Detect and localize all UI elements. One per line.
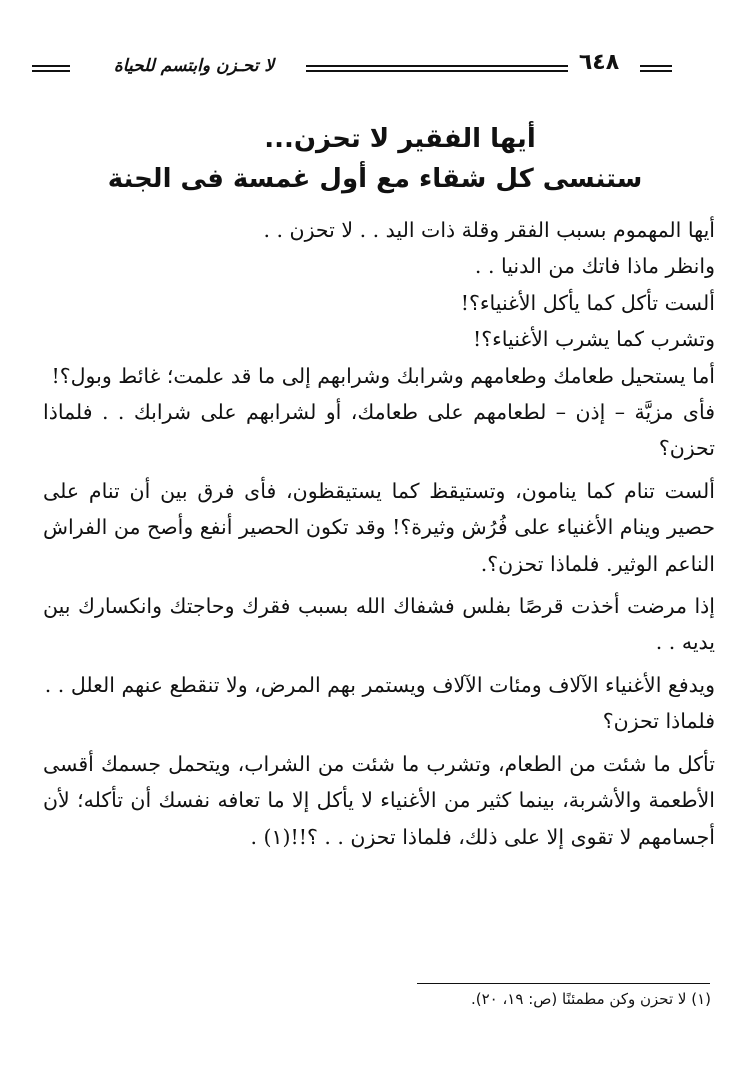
paragraph: أما يستحيل طعامك وطعامهم وشرابك وشرابهم إلى ما قد علمت؛ غائط وبول؟! — [51, 363, 715, 388]
footnote: (١) لا تحزن وكن مطمئنًا (ص: ١٩، ٢٠). — [470, 990, 711, 1008]
body-text — [43, 212, 715, 855]
paragraph: ويدفع الأغنياء الآلاف ومئات الآلاف ويستمر بهم المرض، ولا تنقطع عنهم العلل . . — [44, 672, 715, 697]
header-rule-middle — [306, 65, 568, 72]
paragraph: ألست تأكل كما يأكل الأغنياء؟! — [460, 290, 715, 315]
paragraph: أيها المهموم بسبب الفقر وقلة ذات اليد . . لا تحزن . . — [263, 218, 715, 242]
paragraph: تأكل ما شئت من الطعام، وتشرب ما شئت من الشراب، ويتحمل جسمك أقسى الأطعمة والأشربة، بينما كثير من الأغنياء لا يأكل إلا ما تعافه نفسك أن تأكله؛ لأن أجسامهم لا تقوى إلا على ذلك، فلماذا تحزن . . ؟!!(١) . — [43, 751, 715, 849]
section-title-line-2: ستنسى كل شقاء مع أول غمسة فى الجنة — [107, 164, 643, 194]
paragraph: فأى مزيَّة – إذن – لطعامهم على طعامك، أو لشرابهم على شرابك . . فلماذا تحزن؟ — [43, 400, 715, 461]
paragraph: إذا مرضت أخذت قرصًا بفلس فشفاك الله بسبب فقرك وحاجتك وانكسارك بين يديه . . — [43, 594, 715, 655]
paragraph: وتشرب كما يشرب الأغنياء؟! — [473, 327, 715, 352]
paragraph: ألست تنام كما ينامون، وتستيقظ كما يستيقظون، فأى فرق بين أن تنام على حصير وينام الأغنياء على فُرُش وثيرة؟! وقد تكون الحصير أنفع وأصح من الفراش الناعم الوثير. فلماذا تحزن؟. — [43, 478, 715, 576]
header-rule-left — [32, 65, 70, 72]
footnote-divider — [417, 983, 710, 984]
paragraph: فلماذا تحزن؟ — [602, 709, 715, 734]
section-title-line-1: أيها الفقير لا تحزن... — [264, 124, 536, 154]
page-number: ٦٤٨ — [578, 50, 620, 75]
paragraph: وانظر ماذا فاتك من الدنيا . . — [474, 254, 715, 279]
running-header — [28, 52, 728, 88]
book-title: لا تحـزن وابتسم للحياة — [113, 56, 275, 76]
header-rule-right — [640, 65, 672, 72]
